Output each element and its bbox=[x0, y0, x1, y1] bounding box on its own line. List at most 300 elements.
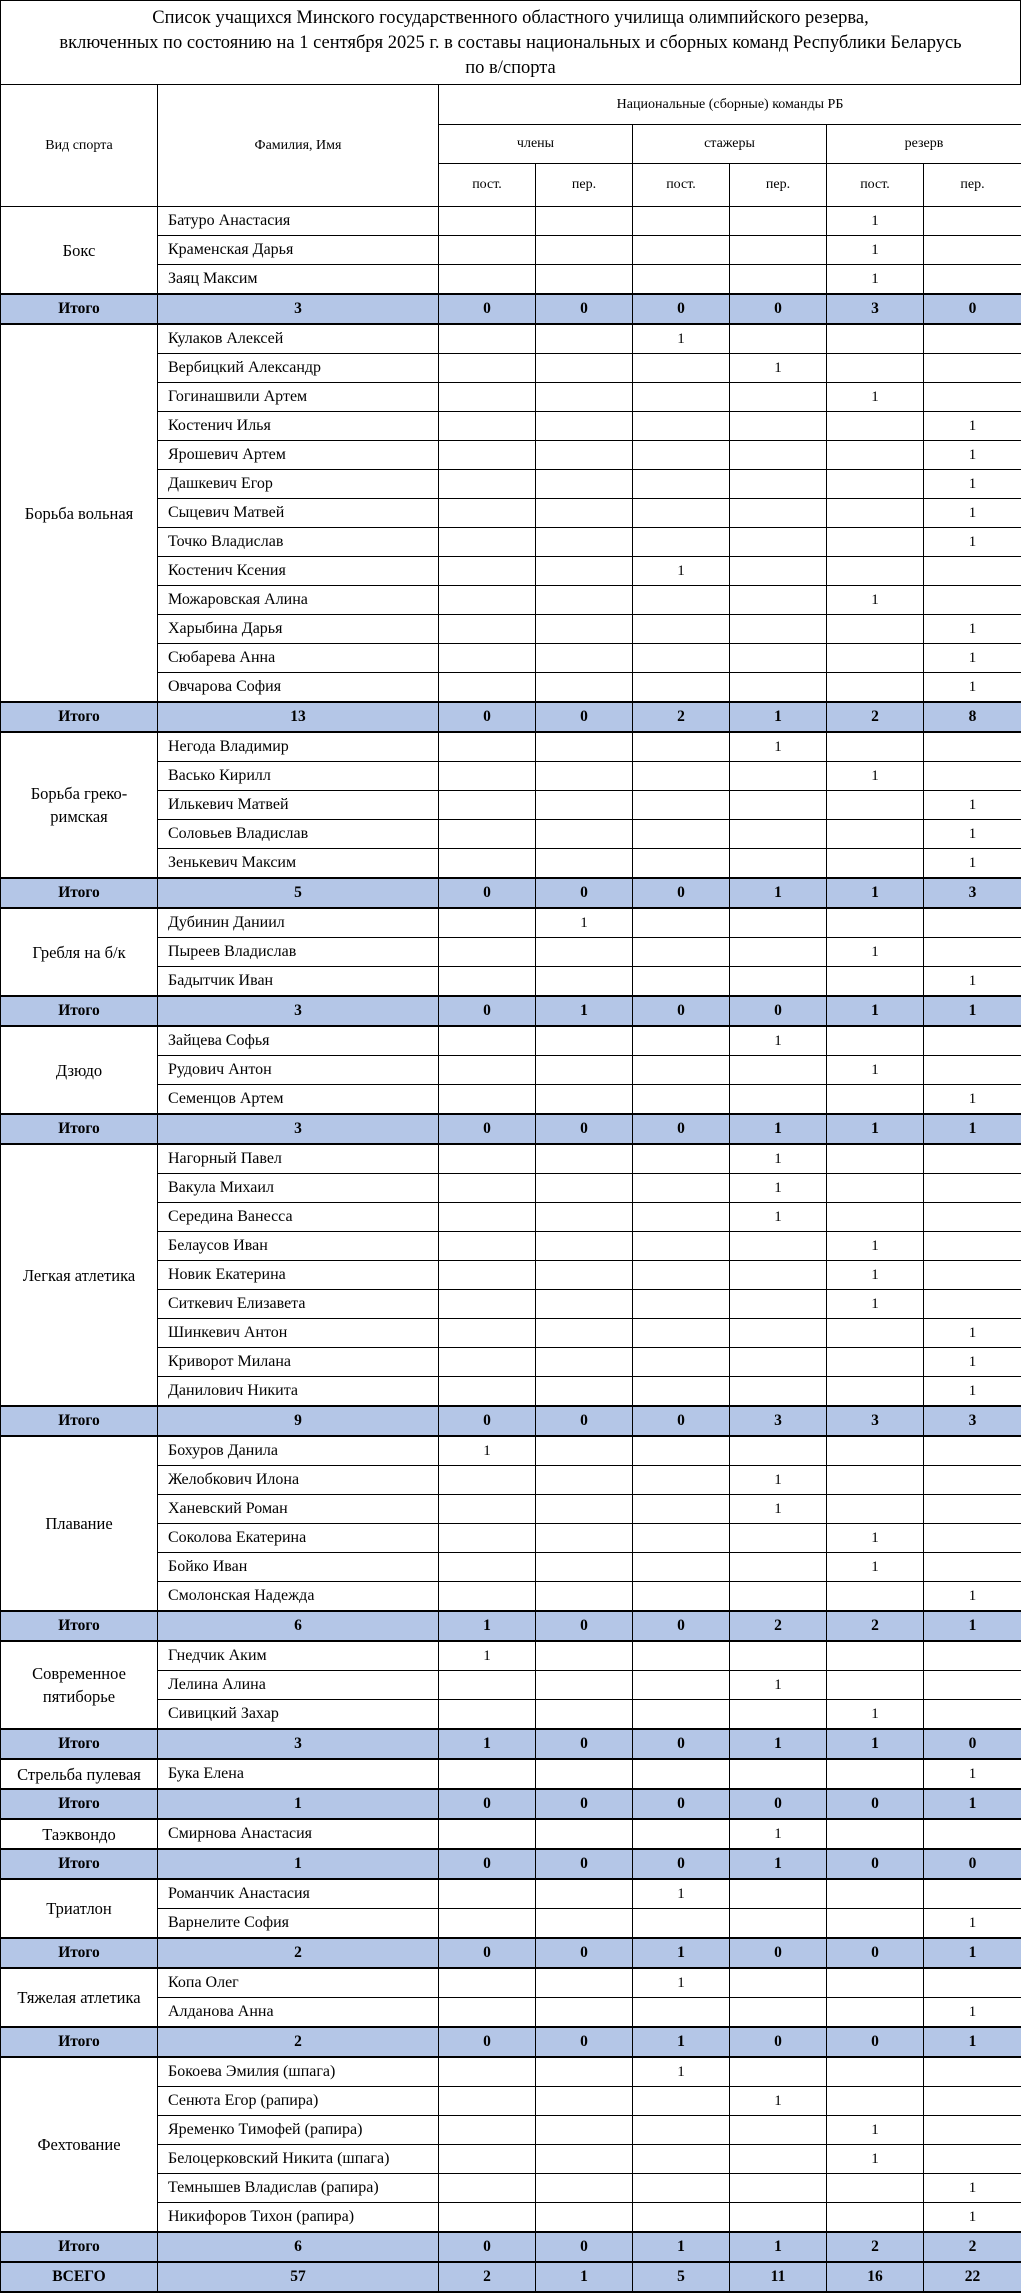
student-name: Ситкевич Елизавета bbox=[158, 1290, 439, 1319]
value-cell bbox=[730, 673, 827, 703]
subtotal-value: 8 bbox=[924, 702, 1021, 732]
subtotal-value: 0 bbox=[536, 1729, 633, 1759]
header-name: Фамилия, Имя bbox=[158, 85, 439, 207]
value-cell bbox=[730, 2116, 827, 2145]
value-cell bbox=[439, 1026, 536, 1056]
value-cell bbox=[439, 2087, 536, 2116]
value-cell: 1 bbox=[827, 762, 924, 791]
value-cell bbox=[439, 324, 536, 354]
subtotal-value: 0 bbox=[633, 1729, 730, 1759]
grand-total-value: 16 bbox=[827, 2262, 924, 2292]
value-cell: 1 bbox=[730, 1203, 827, 1232]
value-cell bbox=[924, 1819, 1021, 1849]
value-cell bbox=[924, 1203, 1021, 1232]
subtotal-value: 2 bbox=[827, 2232, 924, 2262]
value-cell bbox=[730, 441, 827, 470]
value-cell bbox=[439, 1524, 536, 1553]
student-name: Вербицкий Александр bbox=[158, 354, 439, 383]
value-cell: 1 bbox=[730, 1819, 827, 1849]
value-cell bbox=[439, 1290, 536, 1319]
subtotal-value: 1 bbox=[924, 1938, 1021, 1968]
value-cell bbox=[439, 441, 536, 470]
subtotal-count: 3 bbox=[158, 1114, 439, 1144]
value-cell bbox=[439, 615, 536, 644]
value-cell bbox=[827, 1641, 924, 1671]
value-cell bbox=[730, 1085, 827, 1115]
student-name: Костенич Илья bbox=[158, 412, 439, 441]
value-cell bbox=[536, 1524, 633, 1553]
sport-cell: Борьба вольная bbox=[1, 324, 158, 702]
value-cell bbox=[439, 1348, 536, 1377]
value-cell bbox=[924, 1144, 1021, 1174]
value-cell bbox=[536, 470, 633, 499]
value-cell bbox=[536, 1700, 633, 1730]
subtotal-count: 1 bbox=[158, 1789, 439, 1819]
value-cell bbox=[439, 762, 536, 791]
value-cell: 1 bbox=[924, 849, 1021, 879]
value-cell bbox=[536, 1377, 633, 1407]
subtotal-label: Итого bbox=[1, 1114, 158, 1144]
value-cell bbox=[536, 557, 633, 586]
subtotal-label: Итого bbox=[1, 996, 158, 1026]
value-cell bbox=[730, 938, 827, 967]
value-cell bbox=[439, 265, 536, 295]
value-cell bbox=[827, 1436, 924, 1466]
value-cell bbox=[439, 967, 536, 997]
student-name: Кулаков Алексей bbox=[158, 324, 439, 354]
student-name: Зайцева Софья bbox=[158, 1026, 439, 1056]
subtotal-value: 0 bbox=[536, 294, 633, 324]
value-cell bbox=[924, 1671, 1021, 1700]
subtotal-value: 0 bbox=[924, 1729, 1021, 1759]
value-cell: 1 bbox=[827, 938, 924, 967]
value-cell bbox=[827, 1909, 924, 1939]
value-cell: 1 bbox=[924, 644, 1021, 673]
subtotal-row bbox=[1, 2232, 1021, 2262]
student-name: Соловьев Владислав bbox=[158, 820, 439, 849]
student-name: Сивицкий Захар bbox=[158, 1700, 439, 1730]
value-cell bbox=[633, 849, 730, 879]
value-cell bbox=[827, 1968, 924, 1998]
value-cell bbox=[536, 1144, 633, 1174]
value-cell bbox=[439, 1819, 536, 1849]
header-reserve-post: пост. bbox=[827, 164, 924, 207]
value-cell bbox=[536, 673, 633, 703]
value-cell bbox=[730, 1261, 827, 1290]
value-cell bbox=[633, 1436, 730, 1466]
value-cell bbox=[924, 1056, 1021, 1085]
value-cell bbox=[439, 1553, 536, 1582]
student-name: Илькевич Матвей bbox=[158, 791, 439, 820]
grand-total-value: 22 bbox=[924, 2262, 1021, 2292]
subtotal-value: 1 bbox=[536, 996, 633, 1026]
value-cell bbox=[730, 412, 827, 441]
value-cell bbox=[633, 1495, 730, 1524]
subtotal-value: 0 bbox=[536, 1789, 633, 1819]
value-cell bbox=[924, 207, 1021, 236]
subtotal-value: 0 bbox=[633, 1789, 730, 1819]
subtotal-row bbox=[1, 1938, 1021, 1968]
value-cell bbox=[827, 849, 924, 879]
subtotal-value: 0 bbox=[633, 996, 730, 1026]
sport-cell: Гребля на б/к bbox=[1, 908, 158, 996]
student-name: Можаровская Алина bbox=[158, 586, 439, 615]
value-cell bbox=[536, 1203, 633, 1232]
value-cell bbox=[439, 412, 536, 441]
subtotal-value: 2 bbox=[827, 702, 924, 732]
subtotal-value: 0 bbox=[827, 1789, 924, 1819]
value-cell: 1 bbox=[924, 791, 1021, 820]
value-cell bbox=[633, 762, 730, 791]
value-cell bbox=[439, 1495, 536, 1524]
subtotal-value: 1 bbox=[924, 2027, 1021, 2057]
header-interns-post: пост. bbox=[633, 164, 730, 207]
subtotal-count: 2 bbox=[158, 2027, 439, 2057]
student-name: Новик Екатерина bbox=[158, 1261, 439, 1290]
value-cell bbox=[536, 207, 633, 236]
value-cell: 1 bbox=[924, 1319, 1021, 1348]
value-cell bbox=[924, 908, 1021, 938]
value-cell: 1 bbox=[730, 1466, 827, 1495]
value-cell bbox=[730, 2057, 827, 2087]
value-cell bbox=[827, 1466, 924, 1495]
student-name: Бадытчик Иван bbox=[158, 967, 439, 997]
student-name: Лелина Алина bbox=[158, 1671, 439, 1700]
value-cell bbox=[633, 1377, 730, 1407]
value-cell bbox=[536, 2057, 633, 2087]
value-cell: 1 bbox=[633, 324, 730, 354]
student-name: Гогинашвили Артем bbox=[158, 383, 439, 412]
value-cell bbox=[827, 557, 924, 586]
student-name: Бука Елена bbox=[158, 1759, 439, 1789]
subtotal-value: 3 bbox=[827, 294, 924, 324]
value-cell bbox=[633, 1671, 730, 1700]
student-name: Овчарова София bbox=[158, 673, 439, 703]
value-cell: 1 bbox=[924, 1582, 1021, 1612]
value-cell bbox=[633, 1144, 730, 1174]
value-cell bbox=[633, 528, 730, 557]
subtotal-count: 9 bbox=[158, 1406, 439, 1436]
value-cell bbox=[827, 1203, 924, 1232]
value-cell bbox=[633, 1909, 730, 1939]
table-row bbox=[1, 2057, 1021, 2087]
value-cell bbox=[439, 1377, 536, 1407]
value-cell: 1 bbox=[730, 1495, 827, 1524]
header-national-teams: Национальные (сборные) команды РБ bbox=[439, 85, 1021, 125]
value-cell bbox=[730, 615, 827, 644]
value-cell bbox=[827, 2087, 924, 2116]
value-cell: 1 bbox=[924, 820, 1021, 849]
title-line-1: Список учащихся Минского государственного областного училища олимпийского резерва, bbox=[1, 6, 1020, 31]
value-cell bbox=[536, 1174, 633, 1203]
value-cell bbox=[924, 354, 1021, 383]
subtotal-value: 0 bbox=[439, 2027, 536, 2057]
value-cell bbox=[633, 2087, 730, 2116]
value-cell: 1 bbox=[730, 2087, 827, 2116]
subtotal-value: 0 bbox=[439, 702, 536, 732]
subtotal-value: 0 bbox=[536, 702, 633, 732]
subtotal-value: 0 bbox=[730, 294, 827, 324]
student-name: Варнелите София bbox=[158, 1909, 439, 1939]
student-name: Вакула Михаил bbox=[158, 1174, 439, 1203]
value-cell bbox=[536, 1641, 633, 1671]
subtotal-value: 0 bbox=[633, 1114, 730, 1144]
value-cell bbox=[439, 673, 536, 703]
value-cell bbox=[924, 1968, 1021, 1998]
value-cell: 1 bbox=[827, 1261, 924, 1290]
value-cell bbox=[536, 820, 633, 849]
subtotal-label: Итого bbox=[1, 2232, 158, 2262]
subtotal-row bbox=[1, 294, 1021, 324]
value-cell bbox=[536, 441, 633, 470]
subtotal-count: 3 bbox=[158, 1729, 439, 1759]
header-interns-per: пер. bbox=[730, 164, 827, 207]
value-cell bbox=[633, 265, 730, 295]
value-cell bbox=[730, 499, 827, 528]
student-name: Бокоева Эмилия (шпага) bbox=[158, 2057, 439, 2087]
table-body bbox=[1, 207, 1021, 2293]
value-cell bbox=[536, 1085, 633, 1115]
student-name: Романчик Анастасия bbox=[158, 1879, 439, 1909]
value-cell bbox=[633, 383, 730, 412]
value-cell bbox=[439, 1582, 536, 1612]
student-name: Бойко Иван bbox=[158, 1553, 439, 1582]
subtotal-value: 2 bbox=[827, 1611, 924, 1641]
value-cell bbox=[439, 207, 536, 236]
title-line-2: включенных по состоянию на 1 сентября 2025 г. в составы национальных и сборных команд Республики Беларусь bbox=[1, 31, 1020, 56]
value-cell bbox=[439, 644, 536, 673]
value-cell bbox=[924, 1495, 1021, 1524]
student-name: Краменская Дарья bbox=[158, 236, 439, 265]
value-cell bbox=[536, 1319, 633, 1348]
value-cell bbox=[827, 967, 924, 997]
value-cell bbox=[536, 1553, 633, 1582]
subtotal-value: 0 bbox=[730, 1789, 827, 1819]
value-cell bbox=[827, 1319, 924, 1348]
subtotal-value: 1 bbox=[924, 1789, 1021, 1819]
value-cell bbox=[536, 528, 633, 557]
value-cell bbox=[730, 1582, 827, 1612]
value-cell bbox=[439, 1203, 536, 1232]
student-name: Копа Олег bbox=[158, 1968, 439, 1998]
value-cell: 1 bbox=[827, 383, 924, 412]
value-cell bbox=[924, 2087, 1021, 2116]
value-cell: 1 bbox=[827, 2145, 924, 2174]
student-name: Бохуров Данила bbox=[158, 1436, 439, 1466]
value-cell bbox=[633, 1056, 730, 1085]
subtotal-value: 0 bbox=[633, 878, 730, 908]
value-cell bbox=[633, 1174, 730, 1203]
value-cell bbox=[439, 1909, 536, 1939]
student-name: Пыреев Владислав bbox=[158, 938, 439, 967]
value-cell bbox=[924, 324, 1021, 354]
student-name: Харыбина Дарья bbox=[158, 615, 439, 644]
subtotal-count: 6 bbox=[158, 2232, 439, 2262]
value-cell bbox=[633, 470, 730, 499]
student-name: Сыцевич Матвей bbox=[158, 499, 439, 528]
grand-total-value: 2 bbox=[439, 2262, 536, 2292]
value-cell bbox=[827, 615, 924, 644]
grand-total-value: 5 bbox=[633, 2262, 730, 2292]
value-cell: 1 bbox=[827, 586, 924, 615]
table-row bbox=[1, 732, 1021, 762]
value-cell bbox=[730, 265, 827, 295]
value-cell bbox=[439, 2145, 536, 2174]
sport-cell: Фехтование bbox=[1, 2057, 158, 2232]
value-cell bbox=[439, 354, 536, 383]
subtotal-value: 0 bbox=[924, 1849, 1021, 1879]
value-cell bbox=[536, 2203, 633, 2233]
value-cell bbox=[730, 2203, 827, 2233]
document-title bbox=[0, 0, 1021, 84]
value-cell bbox=[924, 1553, 1021, 1582]
value-cell bbox=[536, 412, 633, 441]
student-name: Батуро Анастасия bbox=[158, 207, 439, 236]
value-cell bbox=[439, 1759, 536, 1789]
value-cell bbox=[439, 528, 536, 557]
value-cell bbox=[730, 528, 827, 557]
student-name: Середина Ванесса bbox=[158, 1203, 439, 1232]
student-name: Ярошевич Артем bbox=[158, 441, 439, 470]
value-cell bbox=[439, 1174, 536, 1203]
value-cell bbox=[536, 1759, 633, 1789]
subtotal-value: 1 bbox=[730, 2232, 827, 2262]
value-cell bbox=[924, 1641, 1021, 1671]
value-cell bbox=[730, 2145, 827, 2174]
table-row bbox=[1, 1436, 1021, 1466]
value-cell: 1 bbox=[924, 412, 1021, 441]
subtotal-count: 3 bbox=[158, 996, 439, 1026]
header-members: члены bbox=[439, 125, 633, 164]
value-cell bbox=[633, 1319, 730, 1348]
value-cell bbox=[827, 908, 924, 938]
value-cell: 1 bbox=[924, 2203, 1021, 2233]
value-cell bbox=[633, 586, 730, 615]
value-cell bbox=[439, 908, 536, 938]
value-cell bbox=[827, 441, 924, 470]
value-cell bbox=[633, 2203, 730, 2233]
value-cell bbox=[730, 470, 827, 499]
student-name: Гнедчик Аким bbox=[158, 1641, 439, 1671]
value-cell bbox=[536, 1026, 633, 1056]
value-cell bbox=[730, 791, 827, 820]
value-cell bbox=[730, 586, 827, 615]
value-cell bbox=[536, 499, 633, 528]
value-cell bbox=[827, 1879, 924, 1909]
value-cell bbox=[536, 1056, 633, 1085]
student-name: Ханевский Роман bbox=[158, 1495, 439, 1524]
value-cell bbox=[924, 938, 1021, 967]
sport-cell: Дзюдо bbox=[1, 1026, 158, 1114]
value-cell bbox=[439, 499, 536, 528]
student-name: Сенюта Егор (рапира) bbox=[158, 2087, 439, 2116]
subtotal-value: 1 bbox=[633, 2027, 730, 2057]
value-cell bbox=[924, 1466, 1021, 1495]
value-cell bbox=[439, 1056, 536, 1085]
value-cell bbox=[633, 1553, 730, 1582]
sport-cell: Бокс bbox=[1, 207, 158, 295]
subtotal-label: Итого bbox=[1, 2027, 158, 2057]
value-cell bbox=[827, 528, 924, 557]
value-cell: 1 bbox=[633, 557, 730, 586]
value-cell bbox=[633, 1203, 730, 1232]
value-cell bbox=[633, 820, 730, 849]
student-name: Нагорный Павел bbox=[158, 1144, 439, 1174]
value-cell bbox=[633, 1026, 730, 1056]
subtotal-value: 0 bbox=[730, 996, 827, 1026]
student-name: Заяц Максим bbox=[158, 265, 439, 295]
value-cell: 1 bbox=[730, 732, 827, 762]
value-cell: 1 bbox=[924, 499, 1021, 528]
value-cell bbox=[827, 1348, 924, 1377]
subtotal-value: 3 bbox=[924, 1406, 1021, 1436]
value-cell bbox=[924, 1174, 1021, 1203]
value-cell bbox=[924, 586, 1021, 615]
grand-total-count: 57 bbox=[158, 2262, 439, 2292]
value-cell bbox=[827, 2203, 924, 2233]
value-cell bbox=[924, 1290, 1021, 1319]
value-cell: 1 bbox=[924, 1909, 1021, 1939]
value-cell bbox=[633, 354, 730, 383]
value-cell bbox=[730, 1909, 827, 1939]
sport-cell: Стрельба пулевая bbox=[1, 1759, 158, 1789]
value-cell: 1 bbox=[827, 265, 924, 295]
value-cell: 1 bbox=[536, 908, 633, 938]
value-cell bbox=[536, 938, 633, 967]
value-cell bbox=[536, 324, 633, 354]
value-cell bbox=[536, 1879, 633, 1909]
subtotal-value: 1 bbox=[730, 878, 827, 908]
value-cell bbox=[730, 1968, 827, 1998]
value-cell bbox=[633, 1700, 730, 1730]
student-name: Данилович Никита bbox=[158, 1377, 439, 1407]
value-cell bbox=[439, 938, 536, 967]
value-cell: 1 bbox=[439, 1436, 536, 1466]
value-cell bbox=[827, 1759, 924, 1789]
value-cell bbox=[633, 1998, 730, 2028]
value-cell bbox=[536, 265, 633, 295]
value-cell bbox=[730, 1759, 827, 1789]
value-cell bbox=[827, 732, 924, 762]
value-cell bbox=[633, 732, 730, 762]
subtotal-count: 5 bbox=[158, 878, 439, 908]
value-cell bbox=[633, 1290, 730, 1319]
value-cell bbox=[827, 1144, 924, 1174]
value-cell bbox=[439, 470, 536, 499]
value-cell bbox=[536, 1290, 633, 1319]
value-cell bbox=[439, 557, 536, 586]
value-cell bbox=[730, 1377, 827, 1407]
value-cell bbox=[924, 265, 1021, 295]
value-cell bbox=[827, 1085, 924, 1115]
value-cell bbox=[536, 2087, 633, 2116]
subtotal-value: 0 bbox=[536, 1849, 633, 1879]
value-cell: 1 bbox=[730, 1026, 827, 1056]
value-cell bbox=[536, 849, 633, 879]
value-cell bbox=[439, 236, 536, 265]
value-cell bbox=[439, 2116, 536, 2145]
subtotal-value: 3 bbox=[730, 1406, 827, 1436]
value-cell bbox=[827, 1671, 924, 1700]
value-cell: 1 bbox=[924, 967, 1021, 997]
value-cell bbox=[536, 762, 633, 791]
value-cell bbox=[439, 1700, 536, 1730]
value-cell bbox=[730, 557, 827, 586]
value-cell bbox=[924, 557, 1021, 586]
value-cell bbox=[827, 820, 924, 849]
value-cell bbox=[730, 1232, 827, 1261]
table-row bbox=[1, 1641, 1021, 1671]
